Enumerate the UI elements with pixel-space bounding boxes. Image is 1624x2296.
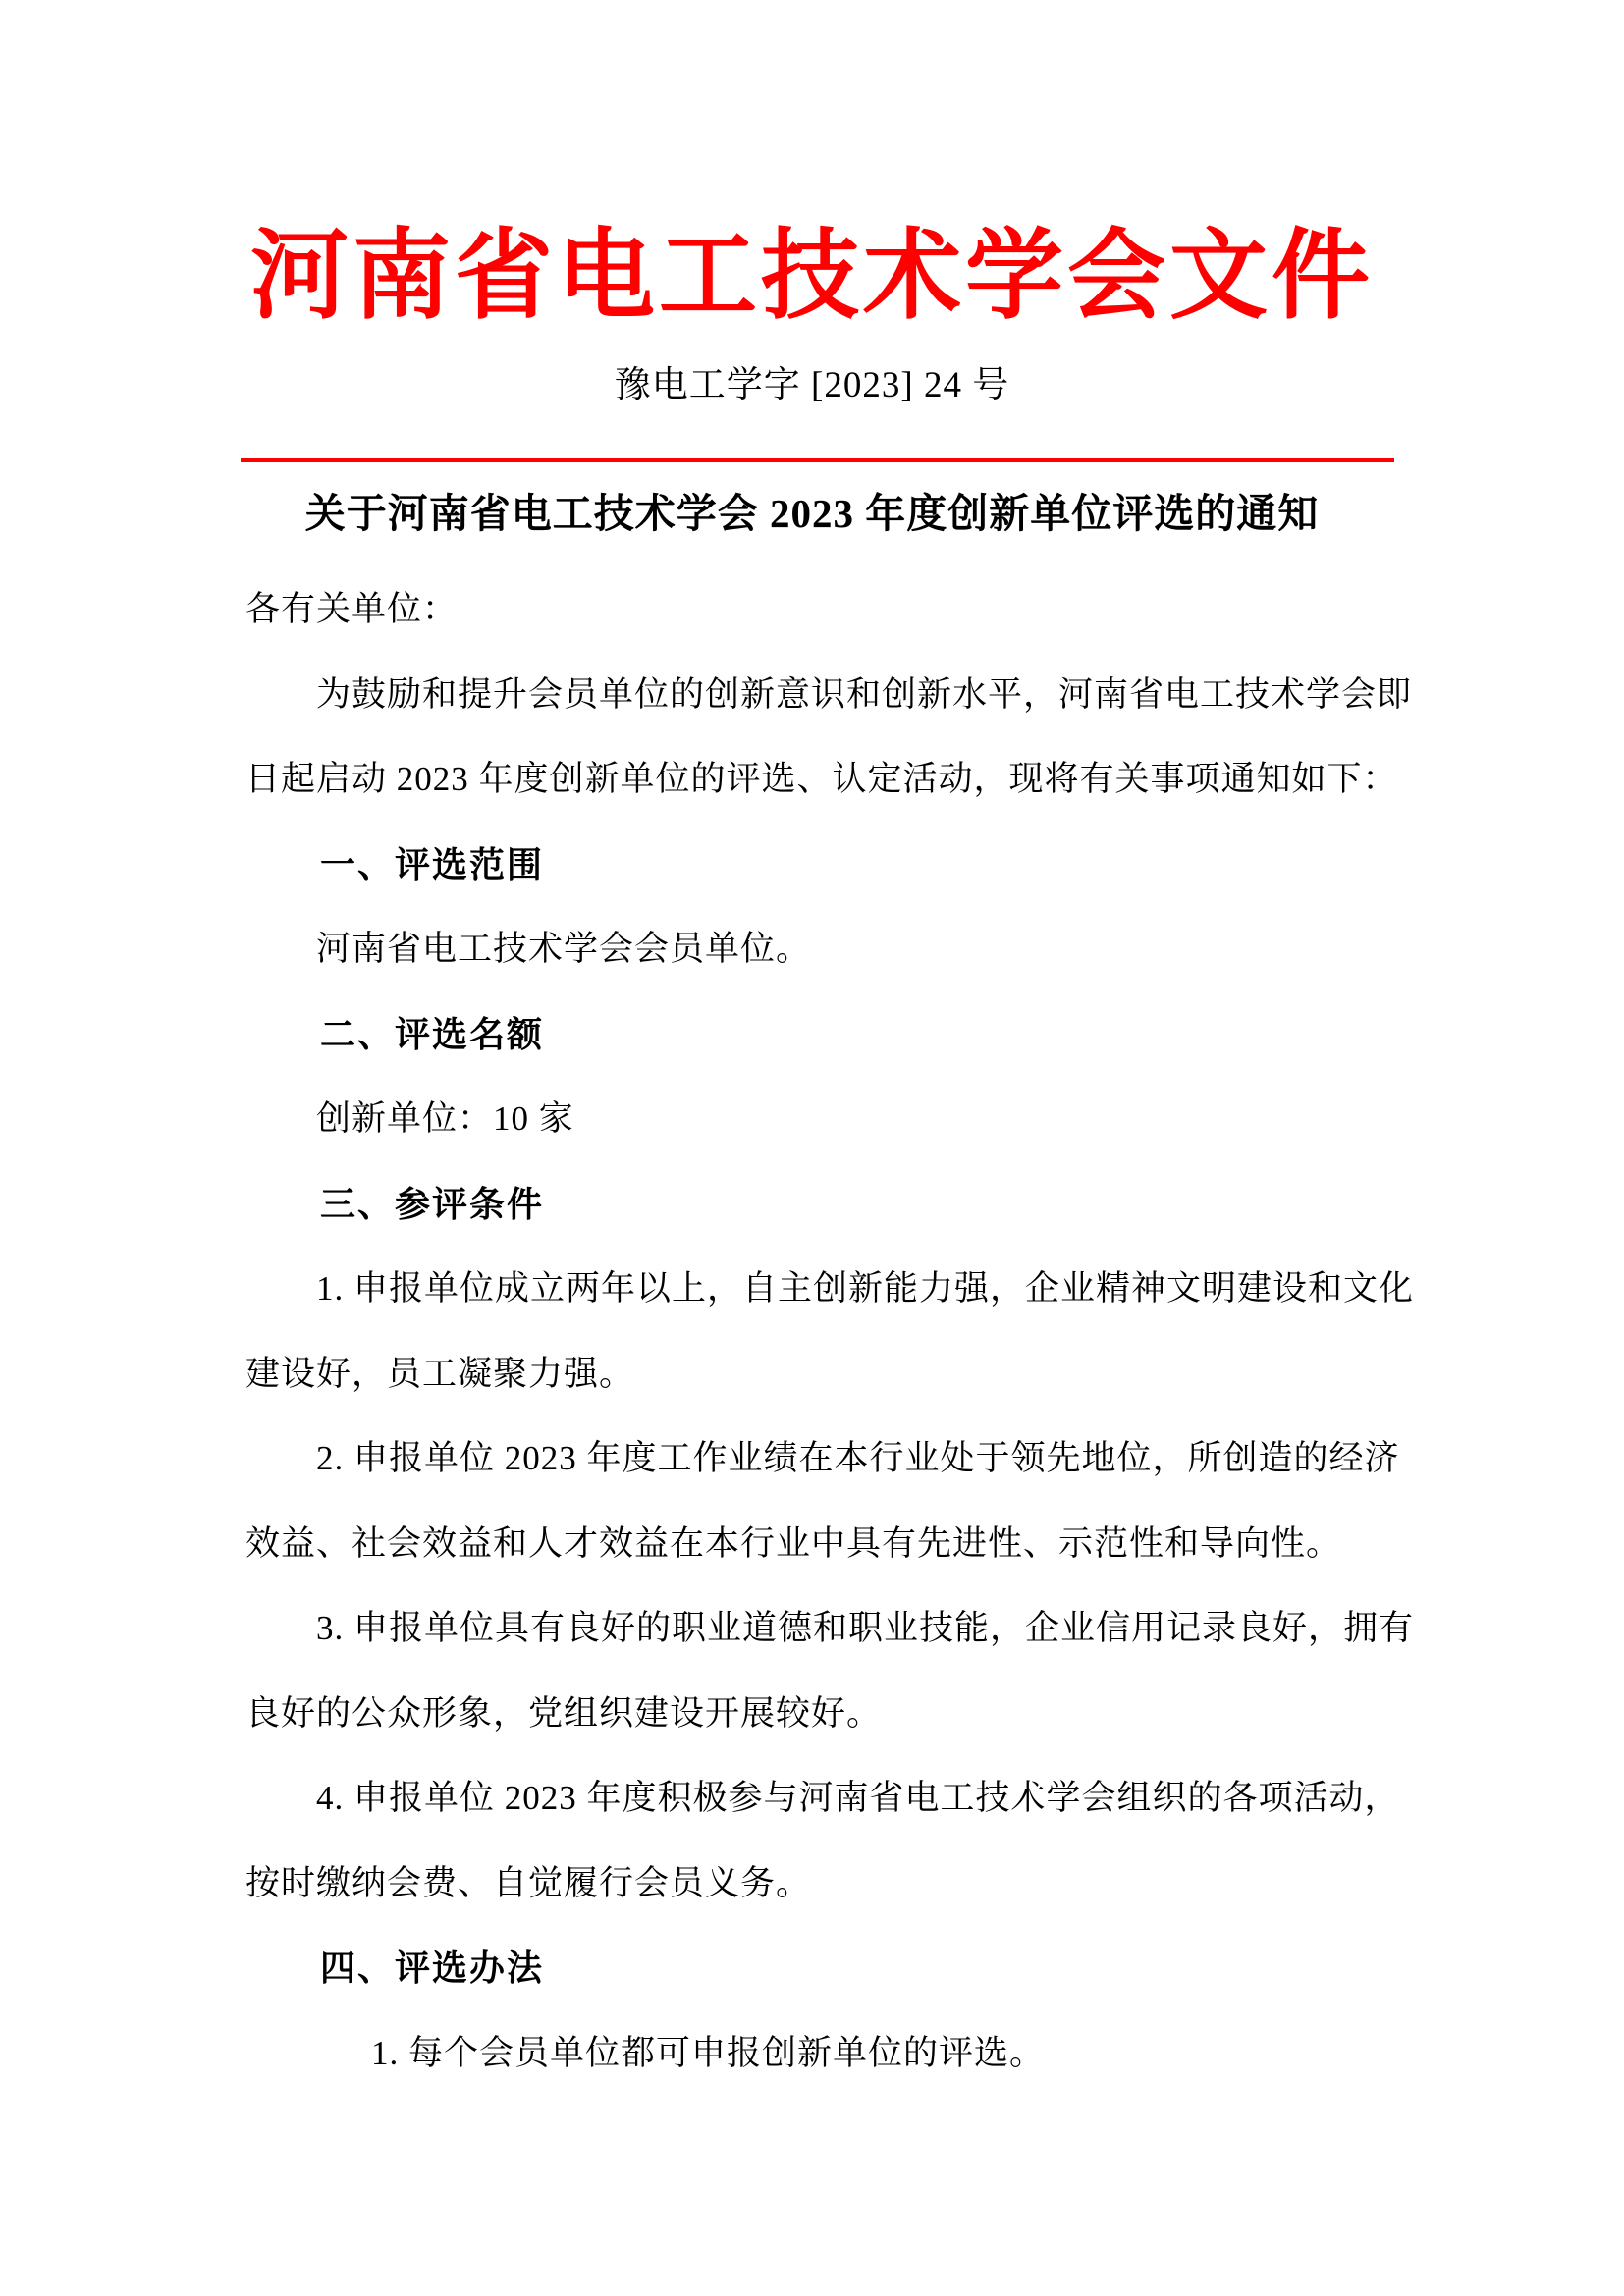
red-divider-line bbox=[241, 458, 1394, 462]
section-heading: 四、评选办法 bbox=[320, 1948, 545, 1988]
section-heading: 三、参评条件 bbox=[320, 1183, 545, 1224]
document-body bbox=[245, 567, 1415, 2096]
body-line: 1. 申报单位成立两年以上，自主创新能力强，企业精神文明建设和文化 bbox=[316, 1269, 1415, 1308]
body-line: 按时缴纳会费、自觉履行会员义务。 bbox=[245, 1863, 812, 1902]
body-line: 良好的公众形象，党组织建设开展较好。 bbox=[245, 1693, 883, 1733]
notice-title: 关于河南省电工技术学会 2023 年度创新单位评选的通知 bbox=[304, 491, 1320, 536]
body-line: 河南省电工技术学会会员单位。 bbox=[316, 930, 812, 968]
section-heading: 一、评选范围 bbox=[320, 843, 545, 884]
body-line: 2. 申报单位 2023 年度工作业绩在本行业处于领先地位，所创造的经济 bbox=[316, 1439, 1400, 1477]
body-line: 创新单位：10 家 bbox=[316, 1099, 574, 1138]
body-line: 3. 申报单位具有良好的职业道德和职业技能，企业信用记录良好，拥有 bbox=[316, 1609, 1415, 1647]
red-header-org-title: 河南省电工技术学会文件 bbox=[250, 222, 1374, 331]
body-line: 各有关单位： bbox=[245, 590, 459, 628]
body-line: 为鼓励和提升会员单位的创新意识和创新水平，河南省电工技术学会即 bbox=[316, 674, 1413, 714]
body-line: 建设好，员工凝聚力强。 bbox=[245, 1354, 635, 1393]
body-line: 1. 每个会员单位都可申报创新单位的评选。 bbox=[371, 2033, 1046, 2072]
body-line: 4. 申报单位 2023 年度积极参与河南省电工技术学会组织的各项活动， bbox=[316, 1779, 1400, 1817]
body-line: 日起启动 2023 年度创新单位的评选、认定活动，现将有关事项通知如下： bbox=[245, 760, 1398, 798]
section-heading: 二、评选名额 bbox=[320, 1013, 545, 1054]
body-line: 效益、社会效益和人才效益在本行业中具有先进性、示范性和导向性。 bbox=[245, 1523, 1342, 1563]
document-number: 豫电工学字 [2023] 24 号 bbox=[614, 365, 1010, 405]
